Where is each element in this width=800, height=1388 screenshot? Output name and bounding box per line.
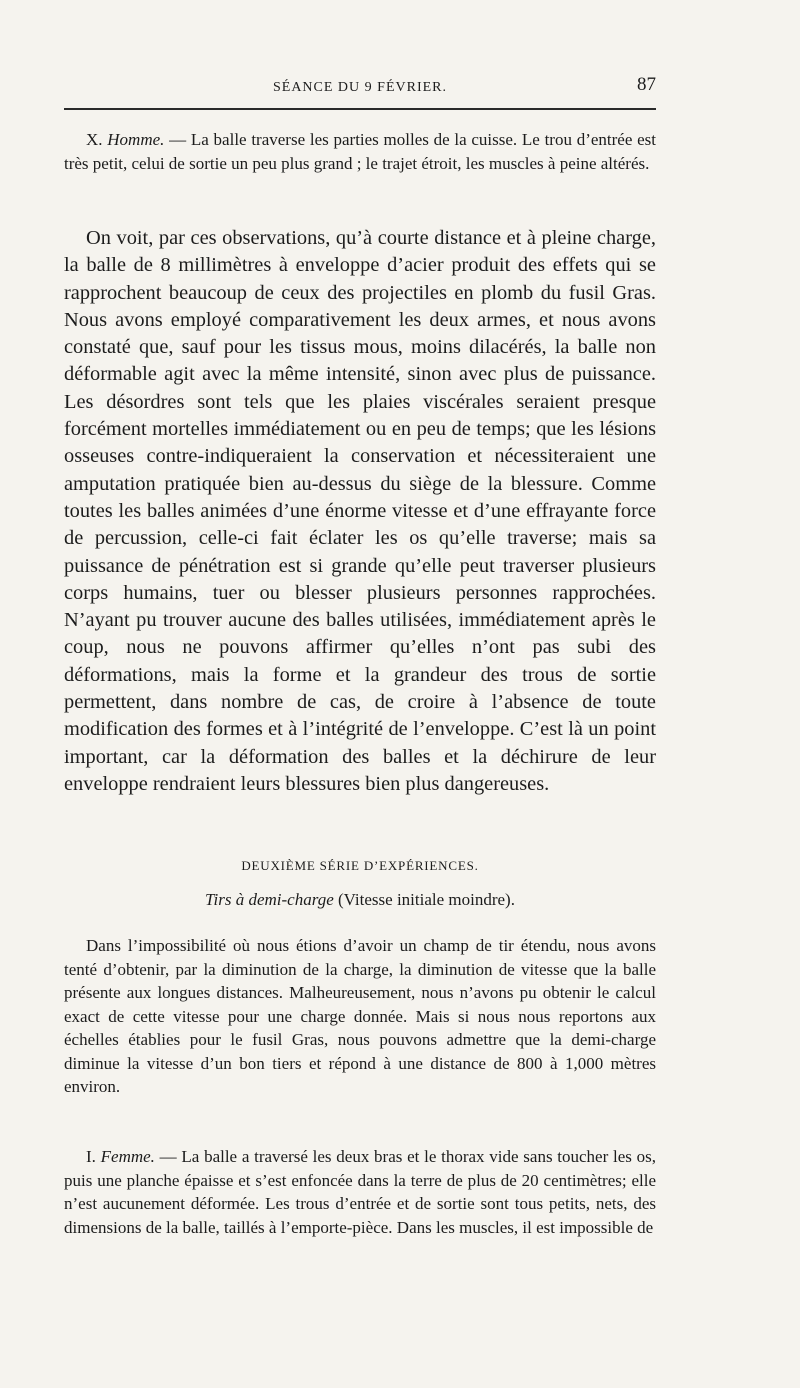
running-head xyxy=(64,74,656,104)
observation-i-text: — La balle a traversé les deux bras et le thorax vide sans toucher les os, puis une planche épaisse et s’est enfoncée dans la terre de plus de 20 centimètres; elle n’est aucunement déformée. Les trous d’entrée et de sortie sont tous petits, nets, des dimensions de la balle, taillés à l’emporte-pièce. Dans les muscles, il est impossible de xyxy=(64,1147,656,1237)
observation-x-text: — La balle traverse les parties molles de la cuisse. Le trou d’entrée est très petit, celui de sortie un peu plus grand ; le trajet étroit, les muscles à peine altérés. xyxy=(64,130,656,173)
observation-i-label: I. xyxy=(86,1147,96,1166)
conclusion-paragraph: On voit, par ces observations, qu’à courte distance et à pleine charge, la balle de 8 millimètres à enveloppe d’acier produit des effets qui se rapprochent beaucoup de ceux des projectiles en plomb du fusil Gras. Nous avons employé comparativement les deux armes, et nous avons constaté que, sauf pour les tissus mous, moins dilacérés, la balle non déformable agit avec la même intensité, sinon avec plus de puissance. Les désordres sont tels que les plaies viscérales seraient presque forcément mortelles immédiatement ou en peu de temps; que les lésions osseuses contre-indiqueraient la conservation et nécessiteraient une amputation pratiquée bien au-dessus du siège de la blessure. Comme toutes les balles animées d’une énorme vitesse et d’une effrayante force de percussion, celle-ci fait éclater les os qu’elle traverse; mais sa puissance de pénétration est si grande qu’elle peut traverser plusieurs corps humains, tuer ou blesser plusieurs personnes rapprochées. N’ayant pu trouver aucune des balles utilisées, immédiatement après le coup, nous ne pouvons affirmer qu’elles n’ont pas subi des déformations, mais la forme et la grandeur des trous de sortie permettent, dans nombre de cas, de croire à l’absence de toute modification des formes et à l’intégrité de l’enveloppe. C’est là un point important, car la déformation des balles et la déchirure de leur enveloppe rendraient leurs blessures bien plus dangereuses. xyxy=(64,227,656,795)
observation-x-label: X. xyxy=(86,130,103,149)
observation-i xyxy=(64,1145,656,1239)
observation-i-subject: Femme. xyxy=(100,1147,155,1166)
section-subtitle-italic: Tirs à demi-charge xyxy=(205,890,334,909)
page-number: 87 xyxy=(637,74,656,95)
observation-x xyxy=(64,128,656,175)
section-subtitle-rest: (Vitesse initiale moindre). xyxy=(333,890,515,909)
observation-x-subject: Homme. xyxy=(107,130,165,149)
section-subtitle xyxy=(64,890,656,910)
header-rule xyxy=(64,108,656,110)
section-heading: DEUXIÈME SÉRIE D’EXPÉRIENCES. xyxy=(241,858,479,873)
running-title: SÉANCE DU 9 FÉVRIER. xyxy=(272,80,447,95)
half-charge-paragraph: Dans l’impossibilité où nous étions d’avoir un champ de tir étendu, nous avons tenté d’obtenir, par la diminution de la charge, la diminution de vitesse que la balle présente aux longues distances. Malheureusement, nous n’avons pu obtenir le calcul exact de cette vitesse pour une charge donnée. Mais si nous nous reportons aux échelles établies pour le fusil Gras, nous pouvons admettre que la demi-charge diminue la vitesse d’un bon tiers et répond à une distance de 800 à 1,000 mètres environ. xyxy=(64,936,656,1096)
